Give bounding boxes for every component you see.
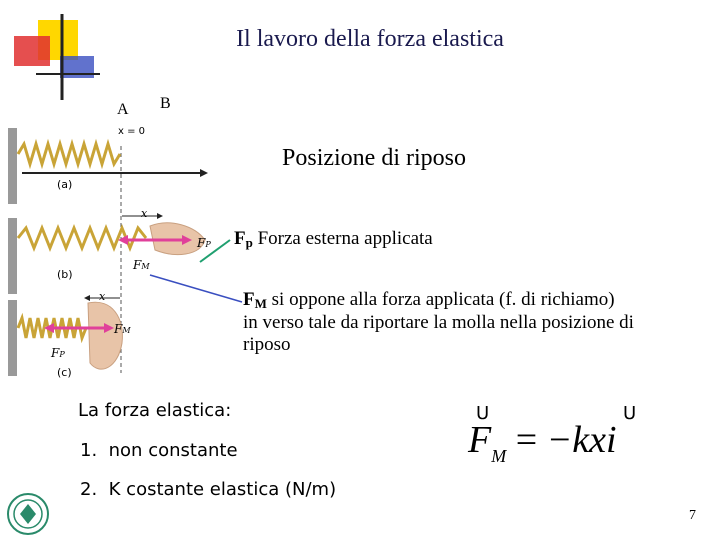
slide-title: Il lavoro della forza elastica (236, 26, 504, 52)
fig-label-a: (a) (57, 178, 73, 191)
fig-label-b: (b) (57, 268, 73, 281)
fig-x0: x = 0 (118, 126, 146, 137)
fm-description: FM si oppone alla forza applicata (f. di richiamo) in verso tale da riportare la molla nella posizione di riposo (243, 289, 634, 355)
fig-fp-c: FP (51, 346, 65, 360)
fp-description: Fp Forza esterna applicata (234, 228, 433, 250)
fig-x-b: x (141, 207, 148, 220)
rest-position-label: Posizione di riposo (282, 145, 466, 171)
label-a: A (117, 101, 129, 118)
vector-mark-f: ᑌ (476, 403, 490, 424)
fig-fm-c: FM (114, 322, 131, 336)
list-item: 2. K costante elastica (N/m) (80, 479, 337, 500)
equation: $F_M = -kxi$ (468, 419, 617, 466)
list-item: 1. non constante (80, 440, 238, 461)
fig-x-c: x (99, 290, 106, 303)
fig-label-c: (c) (57, 366, 72, 379)
vector-mark-i: ᑌ (623, 403, 637, 424)
body-heading: La forza elastica: (78, 400, 232, 421)
label-b: B (160, 95, 171, 112)
fig-fm-b: FM (133, 258, 150, 272)
page-number: 7 (689, 508, 696, 523)
fig-fp-b: FP (197, 236, 211, 250)
university-logo-icon (6, 492, 50, 536)
